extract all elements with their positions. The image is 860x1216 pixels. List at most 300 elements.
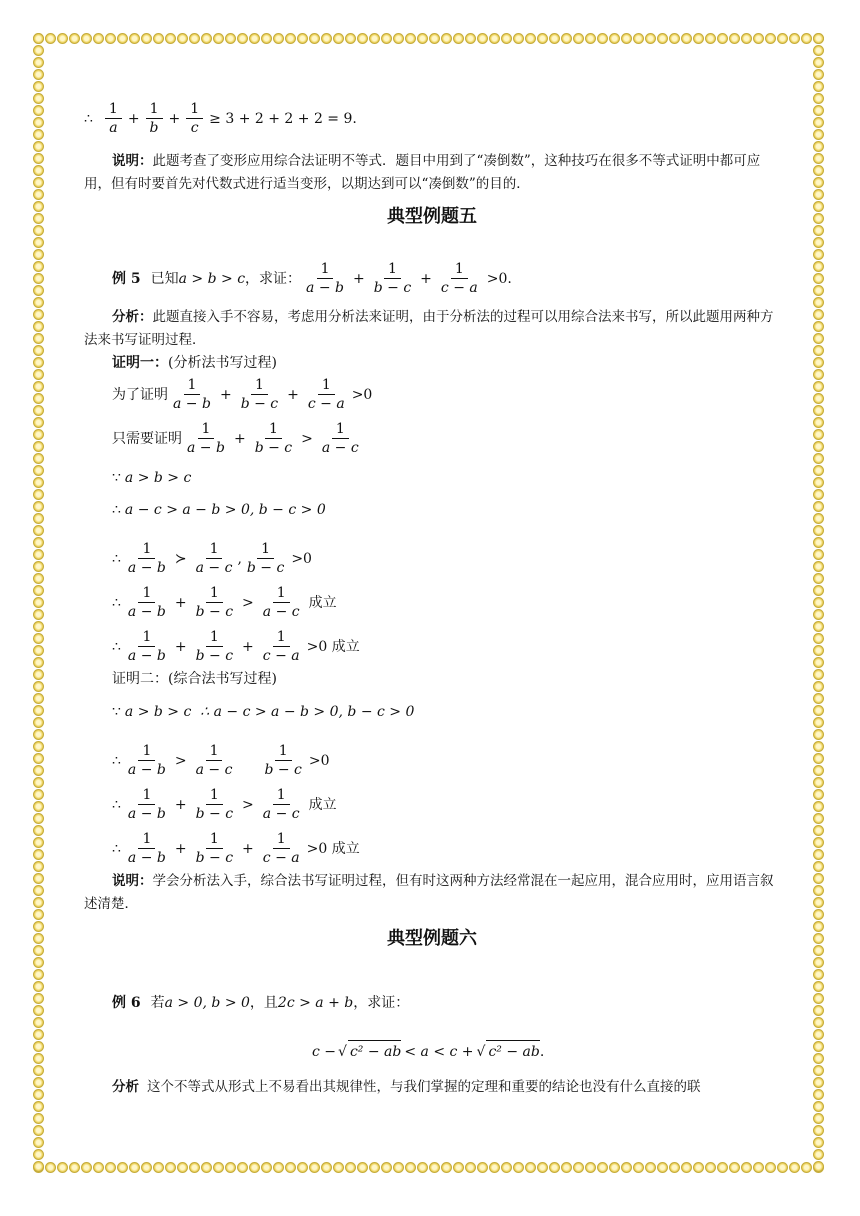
proof-1-because: ∵ a > b > c: [112, 470, 192, 486]
border-dot: [813, 789, 824, 800]
border-dot: [93, 33, 104, 44]
border-dot: [33, 261, 44, 272]
border-dot: [453, 33, 464, 44]
border-dot: [813, 1137, 824, 1148]
border-dot: [33, 513, 44, 524]
border-dot: [33, 249, 44, 260]
border-dot: [561, 33, 572, 44]
border-dot: [813, 1113, 824, 1124]
border-dot: [669, 1162, 680, 1173]
border-dot: [693, 33, 704, 44]
border-dot: [465, 33, 476, 44]
border-dot: [813, 357, 824, 368]
border-dot: [585, 1162, 596, 1173]
border-dot: [453, 1162, 464, 1173]
border-dot: [813, 813, 824, 824]
border-dot: [813, 645, 824, 656]
border-dot: [285, 33, 296, 44]
border-dot: [537, 33, 548, 44]
border-dot: [813, 957, 824, 968]
border-dot: [33, 45, 44, 56]
border-dot: [33, 825, 44, 836]
border-dot: [33, 285, 44, 296]
inequality-tail: ≥ 3 + 2 + 2 + 2 = 9.: [209, 110, 357, 127]
border-dot: [813, 717, 824, 728]
border-dot: [813, 93, 824, 104]
border-dot: [813, 1017, 824, 1028]
border-dot: [813, 729, 824, 740]
example-5-statement: 例 5 已知 a > b > c ，求证： $\frac{1}{a - b}$ + $\frac{1}{b - c}$ + $\frac{1}{c - a}$ >0.: [112, 261, 512, 296]
border-dot: [405, 1162, 416, 1173]
border-dot: [33, 33, 44, 44]
border-dot: [621, 33, 632, 44]
border-dot: [813, 681, 824, 692]
border-dot: [33, 321, 44, 332]
border-dot: [597, 1162, 608, 1173]
border-dot: [813, 933, 824, 944]
border-dot: [33, 585, 44, 596]
border-dot: [33, 369, 44, 380]
border-dot: [33, 129, 44, 140]
border-dot: [45, 33, 56, 44]
border-dot: [105, 1162, 116, 1173]
border-dot: [33, 741, 44, 752]
border-dot: [33, 645, 44, 656]
border-dot: [813, 897, 824, 908]
border-dot: [33, 885, 44, 896]
note-paragraph-5: 说明：学会分析法入手，综合法书写证明过程，但有时这两种方法经常混在一起应用，混合应用时，应用语言叙述清楚．: [84, 873, 774, 912]
border-dot: [261, 33, 272, 44]
border-dot: [813, 177, 824, 188]
border-dot: [813, 441, 824, 452]
border-dot: [33, 417, 44, 428]
border-dot: [813, 429, 824, 440]
border-dot: [813, 825, 824, 836]
border-dot: [813, 597, 824, 608]
border-dot: [813, 57, 824, 68]
border-dot: [813, 861, 824, 872]
border-dot: [33, 1101, 44, 1112]
border-dot: [33, 1041, 44, 1052]
border-dot: [405, 33, 416, 44]
proof-2-conclusion: ∴ $\frac{1}{a - b}$ + $\frac{1}{b - c}$ + $\frac{1}{c - a}$ >0 成立: [112, 831, 360, 866]
border-dot: [537, 1162, 548, 1173]
border-dot: [153, 1162, 164, 1173]
border-dot: [33, 717, 44, 728]
border-dot: [33, 873, 44, 884]
border-dot: [117, 33, 128, 44]
border-dot: [33, 909, 44, 920]
proof-2-step-reciprocals: ∴ $\frac{1}{a - b}$ > $\frac{1}{a - c}$ $\frac{1}{b - c}$ >0: [112, 743, 330, 778]
border-dot: [813, 921, 824, 932]
border-dot: [741, 33, 752, 44]
border-dot: [33, 657, 44, 668]
border-dot: [141, 1162, 152, 1173]
border-dot: [189, 1162, 200, 1173]
border-dot: [813, 537, 824, 548]
border-dot: [33, 777, 44, 788]
border-dot: [381, 33, 392, 44]
border-dot: [813, 621, 824, 632]
border-dot: [813, 1161, 824, 1172]
border-dot: [69, 1162, 80, 1173]
border-dot: [549, 33, 560, 44]
border-dot: [813, 309, 824, 320]
border-dot: [813, 1149, 824, 1160]
border-dot: [813, 105, 824, 116]
border-dot: [273, 1162, 284, 1173]
border-dot: [33, 1077, 44, 1088]
border-dot: [813, 669, 824, 680]
border-dot: [369, 33, 380, 44]
border-dot: [813, 693, 824, 704]
proof-2-step-sum: ∴ $\frac{1}{a - b}$ + $\frac{1}{b - c}$ > $\frac{1}{a - c}$ 成立: [112, 787, 337, 822]
border-dot: [33, 1089, 44, 1100]
border-dot: [33, 621, 44, 632]
border-top: [33, 33, 825, 45]
border-dot: [813, 45, 824, 56]
border-dot: [693, 1162, 704, 1173]
border-dot: [813, 753, 824, 764]
border-dot: [813, 573, 824, 584]
border-dot: [813, 261, 824, 272]
proof-1-conclusion: ∴ $\frac{1}{a - b}$ + $\frac{1}{b - c}$ + $\frac{1}{c - a}$ >0 成立: [112, 629, 360, 664]
border-dot: [633, 33, 644, 44]
border-dot: [813, 153, 824, 164]
border-dot: [33, 441, 44, 452]
border-dot: [33, 381, 44, 392]
border-dot: [501, 1162, 512, 1173]
border-dot: [609, 1162, 620, 1173]
border-dot: [489, 1162, 500, 1173]
border-bottom: [33, 1162, 825, 1174]
border-dot: [33, 429, 44, 440]
border-dot: [33, 177, 44, 188]
border-dot: [33, 297, 44, 308]
border-dot: [813, 333, 824, 344]
border-dot: [813, 765, 824, 776]
note-paragraph-1: 说明：此题考查了变形应用综合法证明不等式．题目中用到了“凑倒数”，这种技巧在很多不等式证明中都可应用，但有时要首先对代数式进行适当变形，以期达到可以“凑倒数”的目的．: [84, 153, 761, 192]
border-dot: [813, 633, 824, 644]
border-dot: [33, 837, 44, 848]
border-dot: [525, 1162, 536, 1173]
example-6-statement: 例 6 若 a > 0, b > 0 ，且 2c > a + b ，求证：: [112, 992, 409, 1014]
border-dot: [249, 1162, 260, 1173]
border-dot: [33, 477, 44, 488]
border-dot: [33, 273, 44, 284]
border-dot: [813, 1041, 824, 1052]
border-dot: [357, 1162, 368, 1173]
border-dot: [801, 33, 812, 44]
border-dot: [813, 297, 824, 308]
border-dot: [813, 225, 824, 236]
border-dot: [813, 849, 824, 860]
border-dot: [813, 885, 824, 896]
border-dot: [33, 1137, 44, 1148]
border-dot: [33, 969, 44, 980]
border-dot: [33, 753, 44, 764]
border-dot: [813, 69, 824, 80]
border-dot: [225, 1162, 236, 1173]
border-dot: [345, 1162, 356, 1173]
border-dot: [33, 765, 44, 776]
border-dot: [813, 129, 824, 140]
proof-1-suffices: 只需要证明 $\frac{1}{a - b}$ + $\frac{1}{b - c}$ > $\frac{1}{a - c}$: [112, 421, 359, 456]
border-left: [33, 33, 45, 1173]
border-dot: [369, 1162, 380, 1173]
example-5-label: 例 5: [112, 270, 141, 287]
border-dot: [813, 1125, 824, 1136]
border-dot: [813, 321, 824, 332]
fraction-1-over-b: $\frac{1}{b}$: [146, 100, 163, 137]
border-dot: [813, 525, 824, 536]
border-dot: [501, 33, 512, 44]
therefore-symbol: ∴: [84, 110, 93, 127]
border-dot: [477, 1162, 488, 1173]
border-dot: [33, 153, 44, 164]
border-dot: [813, 549, 824, 560]
border-dot: [813, 1089, 824, 1100]
border-dot: [657, 33, 668, 44]
border-dot: [813, 201, 824, 212]
border-dot: [657, 1162, 668, 1173]
border-dot: [813, 369, 824, 380]
border-dot: [813, 81, 824, 92]
border-dot: [57, 1162, 68, 1173]
border-dot: [33, 801, 44, 812]
border-dot: [813, 189, 824, 200]
border-dot: [705, 1162, 716, 1173]
border-dot: [813, 1101, 824, 1112]
border-dot: [81, 1162, 92, 1173]
border-dot: [813, 705, 824, 716]
border-dot: [33, 405, 44, 416]
border-dot: [429, 33, 440, 44]
border-dot: [813, 1005, 824, 1016]
border-dot: [525, 33, 536, 44]
border-dot: [813, 909, 824, 920]
border-dot: [417, 33, 428, 44]
border-dot: [33, 345, 44, 356]
border-dot: [33, 201, 44, 212]
border-dot: [33, 897, 44, 908]
border-dot: [573, 33, 584, 44]
border-dot: [585, 33, 596, 44]
border-dot: [717, 33, 728, 44]
border-dot: [129, 33, 140, 44]
border-dot: [717, 1162, 728, 1173]
border-dot: [33, 537, 44, 548]
proof-1-step-sum: ∴ $\frac{1}{a - b}$ + $\frac{1}{b - c}$ > $\frac{1}{a - c}$ 成立: [112, 585, 337, 620]
border-dot: [33, 669, 44, 680]
border-dot: [813, 609, 824, 620]
border-dot: [801, 1162, 812, 1173]
border-dot: [177, 1162, 188, 1173]
border-dot: [813, 345, 824, 356]
border-dot: [33, 933, 44, 944]
border-dot: [81, 33, 92, 44]
border-dot: [201, 33, 212, 44]
border-dot: [597, 33, 608, 44]
border-dot: [33, 957, 44, 968]
analysis-paragraph-5: 分析：此题直接入手不容易，考虑用分析法来证明，由于分析法的过程可以用综合法来书写，所以此题用两种方法来书写证明过程．: [84, 309, 774, 348]
border-dot: [33, 729, 44, 740]
border-dot: [33, 1029, 44, 1040]
border-dot: [201, 1162, 212, 1173]
border-dot: [813, 393, 824, 404]
border-dot: [33, 57, 44, 68]
border-dot: [489, 33, 500, 44]
border-dot: [57, 33, 68, 44]
proof-1-differences: ∴ a − c > a − b > 0, b − c > 0: [112, 502, 326, 518]
border-dot: [813, 453, 824, 464]
border-dot: [33, 69, 44, 80]
border-dot: [813, 477, 824, 488]
border-dot: [33, 1005, 44, 1016]
border-dot: [813, 1053, 824, 1064]
border-dot: [285, 1162, 296, 1173]
border-dot: [513, 33, 524, 44]
border-dot: [333, 1162, 344, 1173]
border-dot: [765, 1162, 776, 1173]
example-6-label: 例 6: [112, 995, 141, 1011]
example-6-inequality: c − √ c² − ab < a < c + √ c² − ab .: [312, 1040, 544, 1063]
border-dot: [777, 1162, 788, 1173]
border-dot: [813, 237, 824, 248]
border-dot: [33, 993, 44, 1004]
fraction-1-over-c: $\frac{1}{c}$: [186, 100, 203, 137]
border-dot: [93, 1162, 104, 1173]
border-dot: [813, 405, 824, 416]
border-dot: [321, 33, 332, 44]
border-dot: [33, 333, 44, 344]
border-dot: [441, 1162, 452, 1173]
border-dot: [189, 33, 200, 44]
border-dot: [741, 1162, 752, 1173]
border-dot: [813, 873, 824, 884]
border-dot: [813, 1077, 824, 1088]
border-dot: [813, 801, 824, 812]
border-dot: [417, 1162, 428, 1173]
border-dot: [681, 1162, 692, 1173]
border-dot: [33, 597, 44, 608]
border-dot: [813, 165, 824, 176]
border-dot: [33, 789, 44, 800]
border-dot: [33, 609, 44, 620]
border-dot: [321, 1162, 332, 1173]
border-dot: [237, 1162, 248, 1173]
border-dot: [777, 33, 788, 44]
border-dot: [33, 1125, 44, 1136]
border-right: [813, 33, 825, 1173]
section-heading-6: 典型例题六: [387, 928, 477, 949]
border-dot: [33, 681, 44, 692]
border-dot: [729, 1162, 740, 1173]
border-dot: [621, 1162, 632, 1173]
border-dot: [33, 525, 44, 536]
border-dot: [813, 249, 824, 260]
border-dot: [33, 561, 44, 572]
border-dot: [33, 1113, 44, 1124]
border-dot: [813, 561, 824, 572]
border-dot: [273, 33, 284, 44]
border-dot: [33, 393, 44, 404]
border-dot: [465, 1162, 476, 1173]
border-dot: [117, 1162, 128, 1173]
border-dot: [765, 33, 776, 44]
border-dot: [297, 1162, 308, 1173]
border-dot: [141, 33, 152, 44]
border-dot: [513, 1162, 524, 1173]
border-dot: [33, 105, 44, 116]
border-dot: [357, 33, 368, 44]
analysis-paragraph-6: 分析 这个不等式从形式上不易看出其规律性，与我们掌握的定理和重要的结论也没有什么直接的联: [112, 1079, 701, 1095]
border-dot: [729, 33, 740, 44]
border-dot: [813, 501, 824, 512]
border-dot: [393, 33, 404, 44]
fraction-1-over-a: $\frac{1}{a}$: [105, 100, 122, 137]
border-dot: [609, 33, 620, 44]
border-dot: [225, 33, 236, 44]
border-dot: [297, 33, 308, 44]
proof-1-goal: 为了证明 $\frac{1}{a - b}$ + $\frac{1}{b - c}$ + $\frac{1}{c - a}$ >0: [112, 377, 373, 412]
border-dot: [33, 705, 44, 716]
border-dot: [33, 141, 44, 152]
border-dot: [813, 117, 824, 128]
border-dot: [681, 33, 692, 44]
border-dot: [249, 33, 260, 44]
border-dot: [813, 945, 824, 956]
border-dot: [45, 1162, 56, 1173]
proof-2-line-1: ∵ a > b > c ∴ a − c > a − b > 0, b − c > 0: [112, 704, 415, 720]
border-dot: [69, 33, 80, 44]
border-dot: [669, 33, 680, 44]
border-dot: [573, 1162, 584, 1173]
border-dot: [213, 1162, 224, 1173]
border-dot: [237, 33, 248, 44]
border-dot: [813, 381, 824, 392]
border-dot: [813, 585, 824, 596]
border-dot: [33, 309, 44, 320]
border-dot: [393, 1162, 404, 1173]
border-dot: [33, 861, 44, 872]
border-dot: [213, 33, 224, 44]
border-dot: [33, 225, 44, 236]
border-dot: [33, 693, 44, 704]
top-inequality: ∴ $\frac{1}{a}$ + $\frac{1}{b}$ + $\frac{1}{c}$ ≥ 3 + 2 + 2 + 2 = 9.: [84, 101, 357, 136]
border-dot: [789, 33, 800, 44]
border-dot: [33, 633, 44, 644]
border-dot: [753, 33, 764, 44]
border-dot: [333, 33, 344, 44]
border-dot: [33, 357, 44, 368]
border-dot: [381, 1162, 392, 1173]
border-dot: [33, 489, 44, 500]
border-dot: [33, 573, 44, 584]
border-dot: [33, 117, 44, 128]
border-dot: [813, 33, 824, 44]
border-dot: [129, 1162, 140, 1173]
border-dot: [705, 33, 716, 44]
border-dot: [261, 1162, 272, 1173]
border-dot: [813, 1065, 824, 1076]
border-dot: [153, 33, 164, 44]
border-dot: [789, 1162, 800, 1173]
border-dot: [33, 165, 44, 176]
border-dot: [753, 1162, 764, 1173]
border-dot: [813, 513, 824, 524]
border-dot: [813, 837, 824, 848]
